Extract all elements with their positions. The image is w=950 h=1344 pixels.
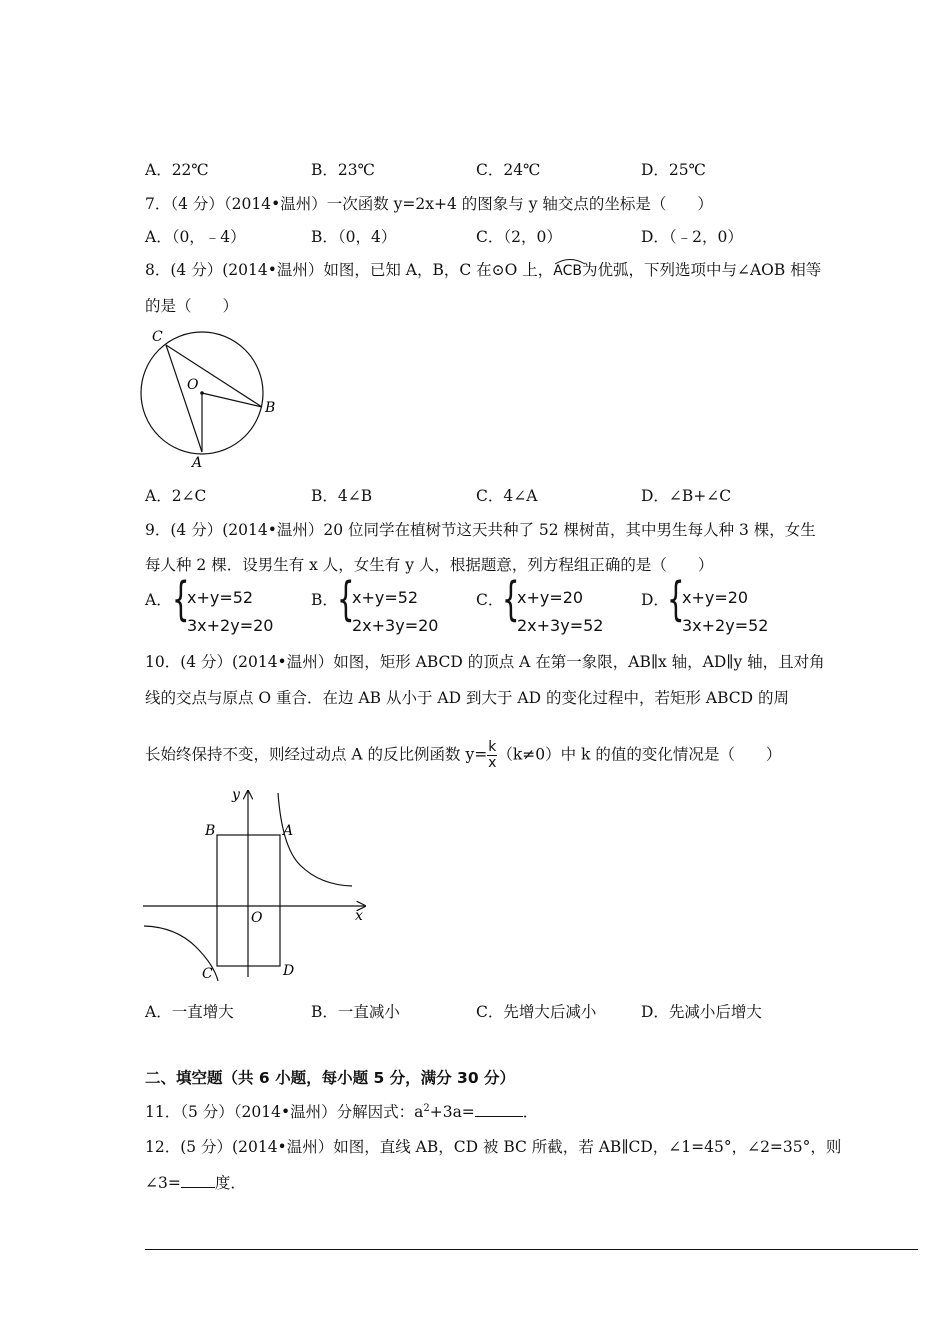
q9-stem-line2: 每人种 2 棵．设男生有 x 人，女生有 y 人，根据题意，列方程组正确的是（ ） <box>145 556 714 574</box>
frac-numerator: k <box>488 739 497 755</box>
q7-option-d: D．（﹣2，0） <box>641 228 743 246</box>
q6-option-b: B．23℃ <box>311 161 375 179</box>
center-point <box>200 391 204 395</box>
q7-option-b: B．（0，4） <box>311 228 397 246</box>
q10-option-b: B．一直减小 <box>311 1003 400 1021</box>
q6-option-c: C．24℃ <box>476 161 541 179</box>
q10-stem-line3 <box>145 740 781 771</box>
q9-stem-line1: 9．(4 分）(2014•温州）20 位同学在植树节这天共种了 52 棵树苗，其中男生每人种 3 棵，女生 <box>145 521 816 539</box>
q9-d-eq2: 3x+2y=52 <box>682 616 769 635</box>
q9-option-b-system <box>337 572 457 644</box>
q12-stem-line1: 12．(5 分）(2014•温州）如图，直线 AB，CD 被 BC 所截，若 AB∥CD，∠1=45°，∠2=35°，则 <box>145 1138 842 1156</box>
brace-icon: { <box>337 572 355 626</box>
label-c: C <box>202 966 213 982</box>
q12-stem-b2: 度． <box>214 1174 246 1192</box>
label-b: B <box>265 400 276 416</box>
q9-option-d-system <box>667 572 787 644</box>
footer-rule <box>145 1249 918 1250</box>
q10-coordinate-figure <box>140 785 370 985</box>
label-c: C <box>152 329 163 345</box>
q8-stem-a: 8．(4 分）(2014•温州）如图，已知 A，B，C 在⊙O 上， <box>145 261 554 279</box>
q6-option-a: A．22℃ <box>145 161 209 179</box>
brace-icon: { <box>502 572 520 626</box>
label-x: x <box>355 908 363 924</box>
label-a: A <box>192 455 203 471</box>
label-b: B <box>205 823 216 839</box>
label-o: O <box>251 910 263 926</box>
frac-denominator: x <box>488 755 497 771</box>
q7-option-a: A．（0，﹣4） <box>145 228 246 246</box>
brace-icon: { <box>172 572 190 626</box>
q10-stem-c1: 长始终保持不变，则经过动点 A 的反比例函数 y= <box>145 745 488 764</box>
label-y: y <box>232 787 240 803</box>
q11-stem <box>145 1100 538 1122</box>
q8-option-a: A．2∠C <box>145 487 207 505</box>
q11-stem-text: 11．（5 分）（2014•温州）分解因式：a <box>145 1103 424 1121</box>
q9-option-c-label: C． <box>476 591 504 609</box>
q9-c-eq1: x+y=20 <box>517 588 584 607</box>
q9-b-eq1: x+y=52 <box>352 588 419 607</box>
q9-option-c-system <box>502 572 622 644</box>
q12-stem-b1: ∠3= <box>145 1174 181 1192</box>
q12-stem-line2 <box>145 1171 246 1193</box>
segment-cb <box>166 345 262 407</box>
q10-stem-c2: （k≠0）中 k 的值的变化情况是（ ） <box>497 745 782 764</box>
q7-option-c: C．（2，0） <box>476 228 562 246</box>
q11-rest: +3a= <box>429 1103 475 1121</box>
q8-option-c: C．4∠A <box>476 487 538 505</box>
segment-ob <box>202 393 262 407</box>
brace-icon: { <box>667 572 685 626</box>
segment-ca <box>166 345 202 452</box>
q11-superscript: 2 <box>423 1102 430 1114</box>
q8-circle-figure <box>138 325 288 475</box>
q9-a-eq2: 3x+2y=20 <box>187 616 274 635</box>
q11-end: ． <box>522 1103 539 1121</box>
q9-option-d-label: D． <box>641 591 669 609</box>
q8-arc-text: ACB <box>553 263 582 279</box>
q10-stem-line2: 线的交点与原点 O 重合．在边 AB 从小于 AD 到大于 AD 的变化过程中，若矩形 ABCD 的周 <box>145 689 789 707</box>
q6-option-d: D．25℃ <box>641 161 706 179</box>
q10-stem-line1: 10．(4 分）(2014•温州）如图，矩形 ABCD 的顶点 A 在第一象限，AB∥x 轴，AD∥y 轴，且对角 <box>145 653 825 671</box>
q8-option-b: B．4∠B <box>311 487 373 505</box>
q9-b-eq2: 2x+3y=20 <box>352 616 439 635</box>
q8-arc-label <box>553 263 582 279</box>
q9-a-eq1: x+y=52 <box>187 588 254 607</box>
q11-answer-blank <box>475 1102 523 1117</box>
label-d: D <box>283 963 295 979</box>
q8-stem-line2: 的是（ ） <box>145 297 239 315</box>
q7-stem: 7．（4 分）（2014•温州）一次函数 y=2x+4 的图象与 y 轴交点的坐标是（ ） <box>145 195 713 213</box>
q10-option-d: D．先减小后增大 <box>641 1003 762 1021</box>
arc-mark-icon <box>553 255 587 265</box>
q8-stem-line1 <box>145 258 821 280</box>
label-o: O <box>187 377 199 393</box>
hyperbola-branch-1 <box>278 793 352 886</box>
q9-d-eq1: x+y=20 <box>682 588 749 607</box>
q10-option-c: C．先增大后减小 <box>476 1003 597 1021</box>
q9-option-a-label: A． <box>145 591 172 609</box>
q12-answer-blank <box>181 1173 215 1188</box>
section-2-heading: 二、填空题（共 6 小题，每小题 5 分，满分 30 分） <box>145 1069 516 1087</box>
q10-option-a: A．一直增大 <box>145 1003 234 1021</box>
q9-option-a-system <box>172 572 292 644</box>
q10-fraction <box>487 740 497 771</box>
q9-c-eq2: 2x+3y=52 <box>517 616 604 635</box>
q9-option-b-label: B． <box>311 591 338 609</box>
q8-stem-b: 为优弧，下列选项中与∠AOB 相等 <box>581 261 822 279</box>
label-a: A <box>283 823 294 839</box>
q8-option-d: D．∠B+∠C <box>641 487 732 505</box>
